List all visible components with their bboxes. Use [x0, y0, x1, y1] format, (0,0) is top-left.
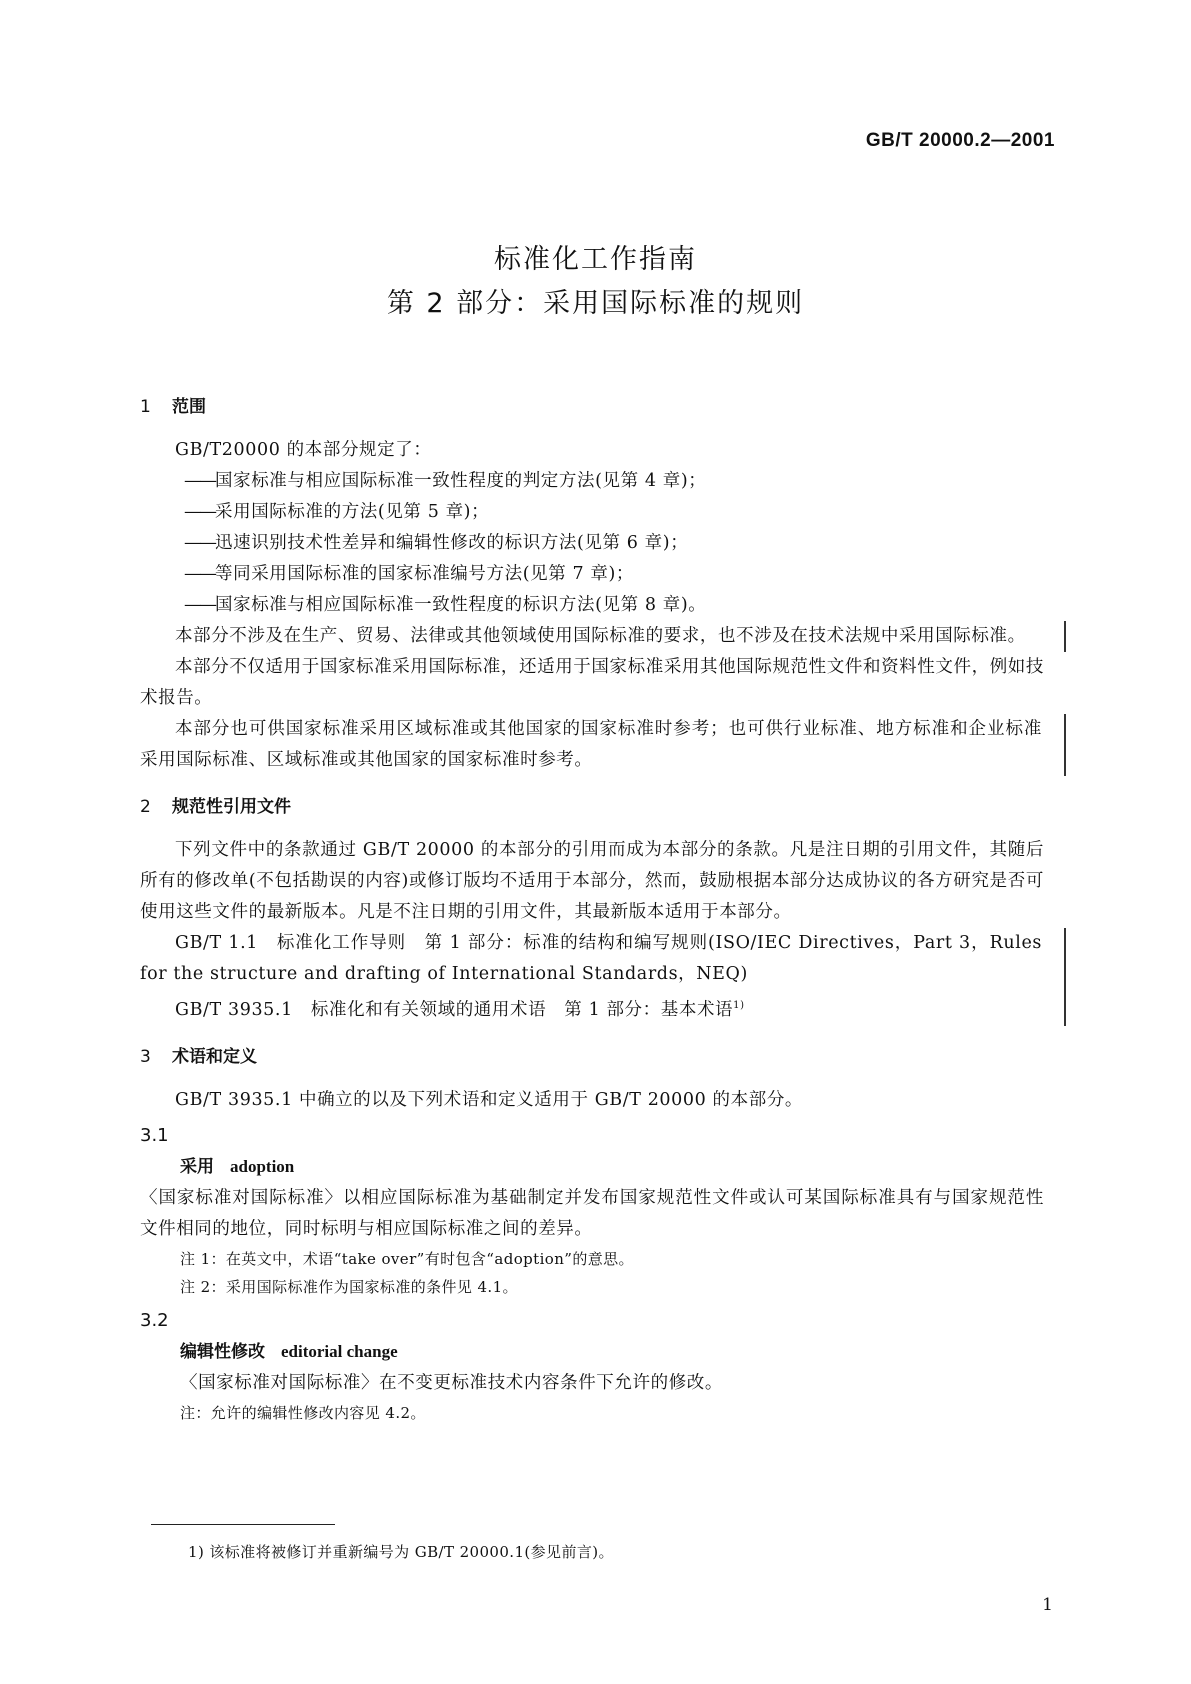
scope-item — [140, 528, 1044, 559]
references-list — [140, 928, 1066, 1026]
title-line-1: 标准化工作指南 — [494, 244, 697, 275]
section-title: 范围 — [172, 397, 206, 417]
term-en: adoption — [230, 1156, 295, 1176]
section-3-heading — [140, 1042, 1044, 1073]
dash-mark: —— — [184, 533, 215, 553]
scope-paragraph-3: 本部分也可供国家标准采用区域标准或其他国家的国家标准时参考；也可供行业标准、地方标准和企业标准采用国际标准、区域标准或其他国家的国家标准时参考。 — [140, 714, 1066, 776]
reference-gb-t-1-1: GB/T 1.1 标准化工作导则 第 1 部分：标准的结构和编写规则(ISO/IEC Directives，Part 3，Rules for the structure and drafting of International Standards，NEQ) — [140, 933, 1043, 984]
scope-paragraph-2: 本部分不仅适用于国家标准采用国际标准，还适用于国家标准采用其他国际规范性文件和资料性文件，例如技术报告。 — [140, 657, 1044, 708]
scope-paragraph-1: 本部分不涉及在生产、贸易、法律或其他领域使用国际标准的要求，也不涉及在技术法规中采用国际标准。 — [140, 621, 1066, 652]
section-2-heading — [140, 792, 1044, 823]
standard-code: GB/T 20000.2—2001 — [865, 130, 1055, 151]
dash-mark: —— — [184, 595, 215, 615]
term-note-2: 注 2：采用国际标准作为国家标准的条件见 4.1。 — [180, 1277, 518, 1296]
term-en: editorial change — [281, 1341, 398, 1361]
reference-text: GB/T 3935.1 标准化和有关领域的通用术语 第 1 部分：基本术语 — [175, 999, 734, 1020]
term-cn: 编辑性修改 — [180, 1341, 265, 1362]
term-definition: 〈国家标准对国际标准〉以相应国际标准为基础制定并发布国家规范性文件或认可某国际标准具有与国家规范性文件相同的地位，同时标明与相应国际标准之间的差异。 — [140, 1187, 1044, 1239]
reference-gb-t-3935-1 — [140, 990, 1042, 1026]
footnote: 1) 该标准将被修订并重新编号为 GB/T 20000.1(参见前言)。 — [188, 1543, 614, 1561]
section-1-heading — [140, 392, 1044, 423]
dash-mark: —— — [184, 564, 215, 584]
references-paragraph: 下列文件中的条款通过 GB/T 20000 的本部分的引用而成为本部分的条款。凡是注日期的引用文件，其随后所有的修改单(不包括勘误的内容)或修订版均不适用于本部分，然而，鼓励根据本部分达成协议的各方研究是否可使用这些文件的最新版本。凡是不注日期的引用文件，其最新版本适用于本部分。 — [140, 840, 1044, 922]
terms-intro: GB/T 3935.1 中确立的以及下列术语和定义适用于 GB/T 20000 的本部分。 — [175, 1089, 804, 1110]
document-title — [0, 238, 1191, 326]
section-number: 3 — [140, 1046, 151, 1067]
scope-item-text: 等同采用国际标准的国家标准编号方法(见第 7 章)； — [215, 564, 635, 584]
scope-item — [140, 559, 1044, 590]
scope-item-text: 国家标准与相应国际标准一致性程度的判定方法(见第 4 章)； — [215, 471, 707, 491]
page-number: 1 — [1042, 1595, 1053, 1615]
dash-mark: —— — [184, 502, 215, 522]
term-note-1: 注 1：在英文中，术语“take over”有时包含“adoption”的意思。 — [180, 1249, 634, 1268]
title-line-2: 第 2 部分：采用国际标准的规则 — [386, 288, 805, 319]
term-editorial-change — [140, 1336, 1044, 1368]
term-note: 注：允许的编辑性修改内容见 4.2。 — [180, 1403, 426, 1422]
scope-intro: GB/T20000 的本部分规定了： — [175, 440, 432, 460]
scope-item — [140, 590, 1044, 621]
scope-item-text: 采用国际标准的方法(见第 5 章)； — [215, 502, 490, 522]
section-number: 2 — [140, 797, 151, 817]
scope-item-text: 迅速识别技术性差异和编辑性修改的标识方法(见第 6 章)； — [215, 533, 689, 553]
footnote-divider — [151, 1524, 335, 1525]
section-title: 术语和定义 — [172, 1046, 257, 1067]
footnote-marker: 1) — [733, 1000, 745, 1011]
term-number: 3.1 — [140, 1124, 169, 1146]
term-definition: 〈国家标准对国际标准〉在不变更标准技术内容条件下允许的修改。 — [180, 1372, 723, 1393]
document-body — [140, 382, 1044, 1427]
scope-item-text: 国家标准与相应国际标准一致性程度的标识方法(见第 8 章)。 — [215, 595, 707, 615]
term-cn: 采用 — [180, 1156, 214, 1177]
section-number: 1 — [140, 397, 151, 417]
scope-item — [140, 466, 1044, 497]
section-title: 规范性引用文件 — [172, 797, 291, 817]
term-adoption — [140, 1151, 1044, 1183]
scope-item — [140, 497, 1044, 528]
dash-mark: —— — [184, 471, 215, 491]
term-number: 3.2 — [140, 1309, 169, 1331]
